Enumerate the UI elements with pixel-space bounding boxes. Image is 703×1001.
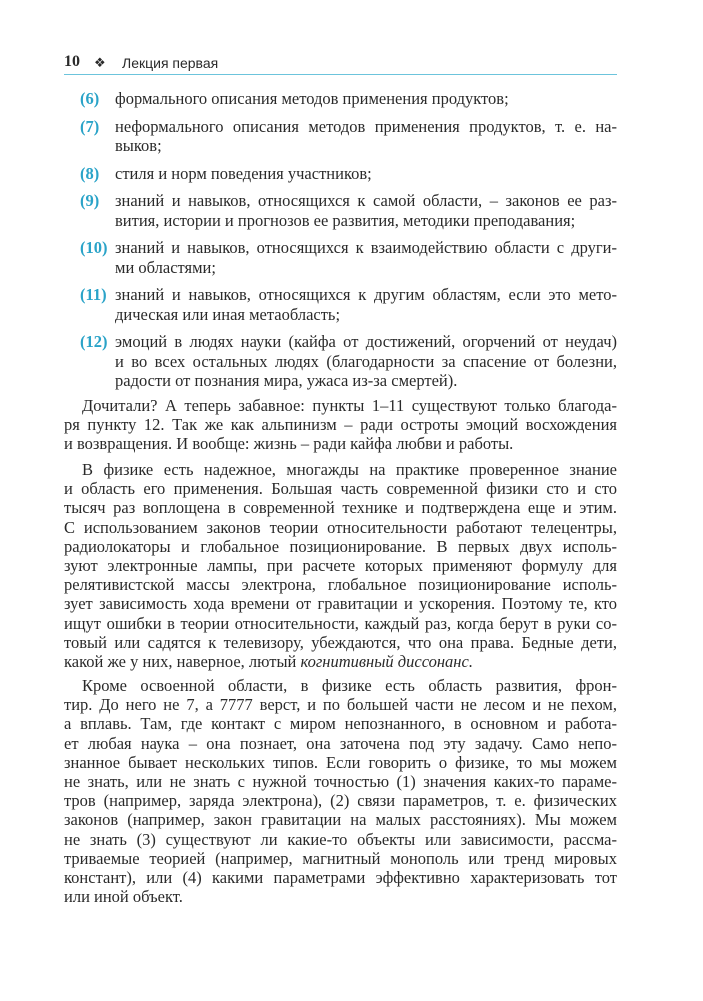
text-line [64,887,617,906]
text-line: и во всех остальных людях (благодарности за спасение от болезни, [115,351,617,371]
paragraph [64,676,617,906]
text-line [64,498,617,517]
text-line [64,810,617,829]
text-span: не знать (3) существуют ли какие-то объекты или зависимости, рассма- [64,829,617,849]
text-span: Кроме освоенной области, в физике есть область развития, фрон- [82,676,617,695]
text-span: какой же у них, наверное, лютый [64,652,301,672]
text-line: вития, истории и прогнозов ее развития, методики преподавания; [115,210,576,230]
text-line: знаний и навыков, относящихся к взаимодействию области с други- [115,238,617,257]
text-span: и область его применения. Большая часть современной физики сто и сто [64,479,617,499]
text-line [64,714,617,733]
list-item [80,238,617,277]
list-item [80,89,617,109]
text-line [64,868,617,887]
text-span: знанное бывает нескольких типов. Если говорить о физике, то мы можем [64,752,617,772]
text-span: С использованием законов теории относительности работают телецентры, [64,517,617,537]
text-span: тров (например, заряда электрона), (2) связи параметров, т. е. физических [64,791,617,811]
text-line [64,415,617,434]
numbered-list [80,89,617,399]
text-span: не знать, или не знать с нужной точностью (1) значения каких-то параме- [64,772,617,792]
text-line: неформального описания методов применения продуктов, т. е. на- [115,116,617,136]
running-header [64,53,617,75]
text-line [64,594,617,613]
text-line [64,614,617,633]
text-span: ря пункту 12. Так же как альпинизм – ради остроты эмоций восхождения [64,415,617,435]
list-item [80,164,617,184]
text-span: Дочитали? А теперь забавное: пункты 1–11 существуют только благода- [82,396,617,415]
text-line [64,575,617,594]
text-span: триваемые теорией (например, магнитный монополь или тренд мировых [64,848,617,868]
item-number: (7) [80,116,100,136]
text-span: зуют электронные лампы, при расчете которых применяют формулу для [64,556,617,576]
text-line [64,753,617,772]
text-line: эмоций в людях науки (кайфа от достижений, огорчений от неудач) [115,332,617,351]
text-line [64,518,617,537]
text-line: ми областями; [115,257,216,277]
text-span: законов (например, закон гравитации на малых расстояниях). Мы можем [64,810,617,830]
text-line [64,652,617,671]
item-number: (9) [80,191,100,210]
text-line [64,676,617,695]
text-line [64,479,617,498]
item-number: (12) [80,332,108,351]
text-span: тысяч раз воплощена в современной технике и подтверждена еще и этим. [64,498,617,518]
text-line [64,791,617,810]
chapter-title: Лекция первая [122,55,219,71]
text-line [64,734,617,753]
text-line [64,772,617,791]
text-line: формального описания методов применения продуктов; [115,89,509,108]
text-line: стиля и норм поведения участников; [115,163,372,183]
paragraph [64,396,617,454]
text-line [64,396,617,415]
text-span: констант), или (4) какими параметрами эффективно характеризовать тот [64,868,617,888]
text-span: и возвращения. И вообще: жизнь – ради кайфа любви и работы. [64,434,514,454]
italic-term: когнитивный диссонанс. [300,652,473,672]
text-line: знаний и навыков, относящихся к самой области, – законов ее раз- [115,191,617,210]
text-span: а вплавь. Там, где контакт с миром непознанного, в основном и работа- [64,714,617,734]
item-number: (11) [80,285,107,304]
text-line [64,537,617,556]
text-span: товый или садятся к телевизору, убеждаются, что она права. Бедные дети, [64,632,617,652]
list-item [80,117,617,156]
text-line [64,460,617,479]
ornament-icon: ❖ [94,55,106,70]
text-line [64,830,617,849]
list-item [80,191,617,230]
list-item [80,285,617,324]
text-span: ет любая наука – она познает, она заточена под эту задачу. Само непо- [64,733,617,753]
text-line [64,434,617,453]
list-item [80,332,617,391]
text-line: дическая или иная метаобласть; [115,304,341,324]
page-number: 10 [64,53,80,70]
item-number: (8) [80,163,100,183]
text-line: знаний и навыков, относящихся к другим областям, если это мето- [115,285,617,304]
text-span: релятивистской массы электрона, глобальное позиционирование исполь- [64,575,617,595]
text-line [64,849,617,868]
text-line: выков; [115,136,162,155]
text-span: В физике есть надежное, многажды на практике проверенное знание [82,460,617,479]
item-number: (10) [80,238,108,257]
paragraph [64,460,617,671]
text-span: радиолокаторы и глобальное позиционирование. В первых двух исполь- [64,536,617,556]
text-span: зует зависимость хода времени от гравитации и ускорения. Поэтому те, кто [64,594,617,614]
text-line [64,556,617,575]
text-span: или иной объект. [64,887,183,907]
text-span: ищут ошибки в теории относительности, каждый раз, когда берут в руки со- [64,613,617,633]
text-line: радости от познания мира, ужаса из-за смертей). [115,371,458,390]
text-span: тир. До него не 7, а 7777 верст, и по большей части не лесом и не пехом, [64,695,617,715]
text-line [64,633,617,652]
item-number: (6) [80,89,100,108]
text-line [64,695,617,714]
